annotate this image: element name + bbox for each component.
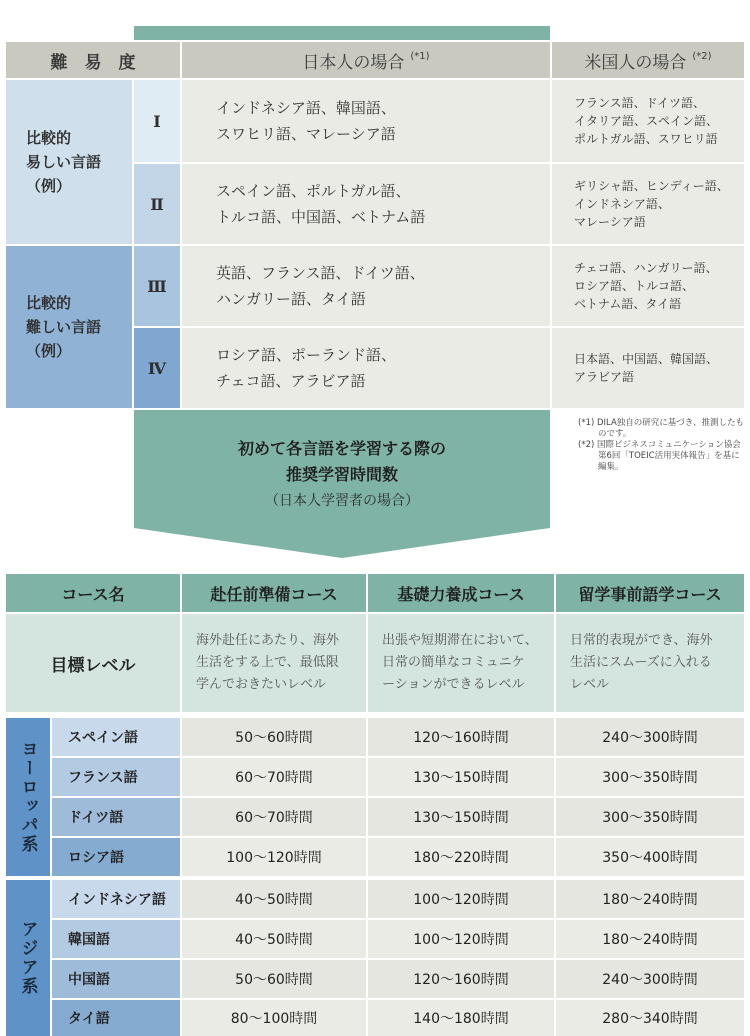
language-list-line: マレーシア語 [574, 215, 646, 229]
header-course-study-abroad [556, 574, 744, 612]
hours-cell [182, 960, 366, 998]
language-name: タイ語 [68, 1011, 110, 1027]
language-name: ロシア語 [68, 850, 124, 866]
hours-cell [556, 838, 744, 876]
hours-cell [368, 1000, 554, 1036]
course-name-label: コース名 [61, 584, 125, 604]
hours-cell [182, 880, 366, 918]
hours-cell [368, 920, 554, 958]
hours-cell [368, 880, 554, 918]
table-row-lang [52, 1000, 180, 1036]
hours-cell [368, 960, 554, 998]
footnote-2: (*2) 国際ビジネスコミュニケーション協会第6回「TOEIC活用実体報告」を基に編集。 [578, 440, 741, 472]
band-easy-line: （例） [26, 177, 72, 195]
hours-cell [556, 718, 744, 756]
hours-value: 60〜70時間 [235, 810, 313, 826]
hours-cell [556, 798, 744, 836]
goal-line: 海外赴任にあたり、海外 [196, 633, 340, 648]
level-4-numeral [134, 328, 180, 408]
goal-line: ーションができるレベル [382, 677, 525, 692]
language-name: 中国語 [68, 972, 110, 988]
hours-value: 40〜50時間 [235, 892, 313, 908]
hours-value: 350〜400時間 [602, 850, 698, 866]
band-hard-line: 難しい言語 [26, 318, 102, 336]
band-hard-label [6, 246, 132, 408]
language-list-line: トルコ語、中国語、ベトナム語 [216, 208, 426, 226]
header-course-name [6, 574, 180, 612]
hours-cell [556, 1000, 744, 1036]
footnote-1: (*1) DILA独自の研究に基づき、推測したものです。 [578, 418, 744, 439]
american-level-3-cell [552, 246, 744, 326]
language-list-line: チェコ語、アラビア語 [216, 372, 366, 390]
course-label: 赴任前準備コース [210, 584, 338, 604]
hours-cell [368, 838, 554, 876]
header-japanese-label: 日本人の場合 [302, 52, 405, 73]
hours-value: 100〜120時間 [413, 892, 509, 908]
language-list-line: ロシア語、トルコ語、 [574, 279, 695, 293]
hours-cell [368, 798, 554, 836]
hours-cell [182, 838, 366, 876]
group-label-text: ヨーロッパ系 [17, 740, 38, 854]
band-easy-label [6, 80, 132, 244]
level-numeral-text: Ⅰ [153, 111, 161, 131]
hours-value: 280〜340時間 [602, 1011, 698, 1027]
language-list-line: フランス語、ドイツ語、 [574, 96, 706, 110]
hours-cell [182, 798, 366, 836]
header-japanese [182, 42, 550, 78]
language-list-line: インドネシア語、 [574, 197, 670, 211]
hours-value: 50〜60時間 [235, 730, 313, 746]
language-name: フランス語 [68, 770, 138, 786]
language-list-line: ハンガリー語、タイ語 [216, 290, 366, 308]
top-teal-bar [134, 26, 550, 40]
level-numeral-text: Ⅲ [147, 276, 167, 296]
arrow-subtitle: （日本人学習者の場合） [265, 493, 419, 509]
arrow-title-line-1: 初めて各言語を学習する際の [237, 439, 446, 458]
language-list-line: インドネシア語、韓国語、 [216, 99, 396, 117]
hours-cell [182, 1000, 366, 1036]
arrow-text [134, 430, 550, 520]
hours-cell [556, 920, 744, 958]
hours-value: 130〜150時間 [413, 770, 509, 786]
table-row-lang [52, 960, 180, 998]
american-level-1-cell [552, 80, 744, 162]
table-row-lang [52, 880, 180, 918]
goal-line: 学んでおきたいレベル [196, 677, 327, 692]
language-name: 韓国語 [68, 932, 110, 948]
footnotes [578, 418, 744, 478]
table-row-lang [52, 838, 180, 876]
language-list-line: 英語、フランス語、ドイツ語、 [216, 264, 425, 282]
group-label-asia [6, 880, 50, 1036]
hours-value: 240〜300時間 [602, 730, 698, 746]
level-3-numeral [134, 246, 180, 326]
group-label-text: アジア系 [17, 920, 38, 996]
table-row-lang [52, 798, 180, 836]
band-hard-line: （例） [26, 342, 72, 360]
header-american-label: 米国人の場合 [584, 52, 687, 73]
goal-line: 日常的表現ができ、海外 [570, 633, 713, 648]
band-hard-line: 比較的 [26, 294, 72, 312]
american-level-2-cell [552, 164, 744, 244]
hours-value: 180〜240時間 [602, 892, 698, 908]
language-list-line: ベトナム語、タイ語 [574, 297, 682, 311]
language-list-line: ロシア語、ポーランド語、 [216, 346, 397, 364]
goal-line: 日常の簡単なコミュニケ [382, 655, 525, 670]
goal-line: 生活をする上で、最低限 [196, 655, 339, 670]
course-label: 基礎力養成コース [397, 584, 525, 604]
hours-value: 180〜220時間 [413, 850, 509, 866]
table-row-lang [52, 718, 180, 756]
header-japanese-note: (*1) [410, 50, 430, 62]
language-list-line: スワヒリ語、マレーシア語 [216, 125, 396, 143]
hours-value: 80〜100時間 [230, 1011, 318, 1027]
american-level-4-cell [552, 328, 744, 408]
language-list-line: チェコ語、ハンガリー語、 [574, 261, 718, 275]
hours-cell [368, 718, 554, 756]
language-list-line: アラビア語 [574, 370, 635, 384]
hours-value: 120〜160時間 [413, 730, 509, 746]
header-difficulty [6, 42, 180, 78]
header-course-basic [368, 574, 554, 612]
band-easy-line: 易しい言語 [26, 153, 102, 171]
hours-value: 40〜50時間 [235, 932, 313, 948]
goal-level-label [6, 614, 180, 712]
hours-value: 300〜350時間 [602, 810, 698, 826]
goal-line: 生活にスムーズに入れる [570, 655, 712, 670]
language-name: インドネシア語 [68, 892, 166, 908]
level-1-numeral [134, 80, 180, 162]
group-label-europe [6, 718, 50, 876]
header-american-note: (*2) [692, 50, 712, 62]
header-course-predeparture [182, 574, 366, 612]
goal-study-abroad [556, 614, 744, 712]
level-numeral-text: Ⅳ [147, 358, 167, 378]
japanese-level-4-cell [182, 328, 550, 408]
language-list-line: イタリア語、スペイン語、 [574, 114, 719, 128]
hours-value: 140〜180時間 [413, 1011, 509, 1027]
goal-line: レベル [570, 677, 610, 692]
hours-cell [182, 920, 366, 958]
hours-value: 100〜120時間 [226, 850, 322, 866]
hours-cell [556, 880, 744, 918]
hours-cell [556, 960, 744, 998]
language-list-line: 日本語、中国語、韓国語、 [574, 352, 719, 366]
table-row-lang [52, 920, 180, 958]
language-list-line: スペイン語、ポルトガル語、 [216, 182, 411, 200]
hours-cell [182, 718, 366, 756]
hours-value: 60〜70時間 [235, 770, 313, 786]
hours-value: 240〜300時間 [602, 972, 698, 988]
hours-value: 130〜150時間 [413, 810, 509, 826]
goal-level-text: 目標レベル [50, 655, 136, 676]
table-row-lang [52, 758, 180, 796]
language-list-line: ポルトガル語、スワヒリ語 [574, 132, 718, 146]
hours-value: 50〜60時間 [235, 972, 313, 988]
goal-predeparture [182, 614, 366, 712]
japanese-level-3-cell [182, 246, 550, 326]
header-difficulty-label: 難 易 度 [50, 52, 136, 73]
arrow-title-line-2: 推奨学習時間数 [285, 465, 398, 484]
course-label: 留学事前語学コース [578, 584, 722, 604]
hours-value: 100〜120時間 [413, 932, 509, 948]
language-name: スペイン語 [68, 730, 138, 746]
level-2-numeral [134, 164, 180, 244]
japanese-level-2-cell [182, 164, 550, 244]
hours-value: 120〜160時間 [413, 972, 509, 988]
hours-cell [182, 758, 366, 796]
language-name: ドイツ語 [68, 810, 124, 826]
goal-line: 出張や短期滞在において、 [382, 633, 538, 648]
level-numeral-text: Ⅱ [150, 194, 164, 214]
hours-cell [368, 758, 554, 796]
japanese-level-1-cell [182, 80, 550, 162]
goal-basic [368, 614, 554, 712]
header-american [552, 42, 744, 78]
hours-cell [556, 758, 744, 796]
language-list-line: ギリシャ語、ヒンディー語、 [574, 179, 729, 193]
hours-value: 300〜350時間 [602, 770, 698, 786]
band-easy-line: 比較的 [26, 129, 72, 147]
hours-value: 180〜240時間 [602, 932, 698, 948]
